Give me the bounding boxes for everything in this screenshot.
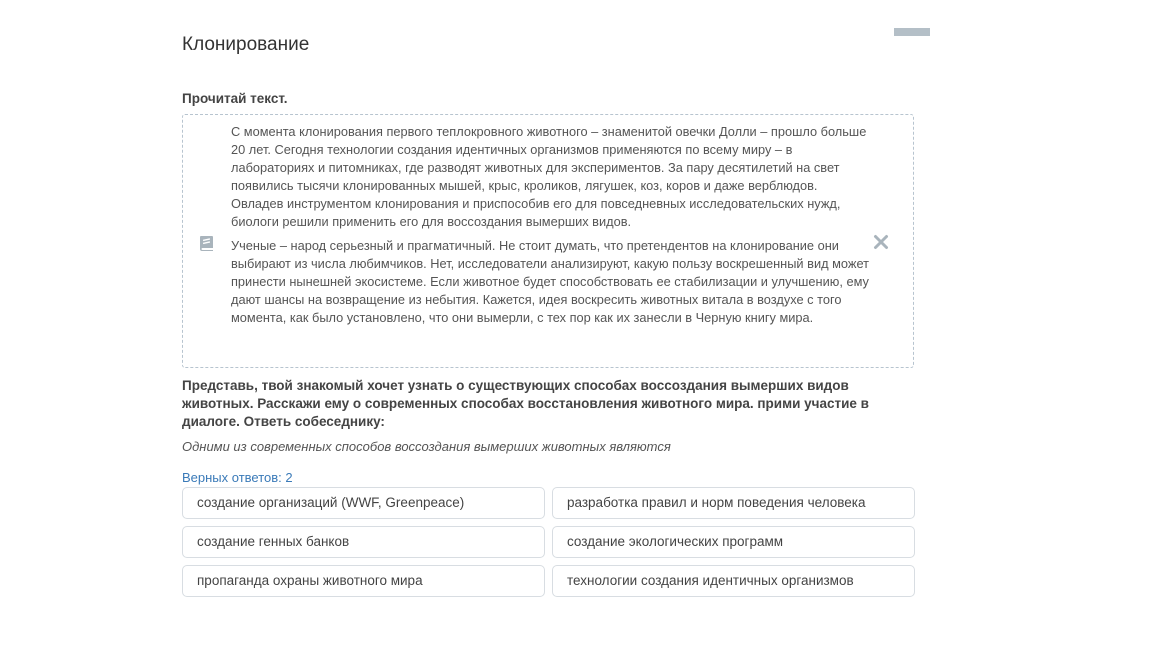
correct-answers-count: Верных ответов: 2 — [182, 470, 293, 485]
answer-option[interactable]: пропаганда охраны животного мира — [182, 565, 545, 597]
answer-prompt: Одними из современных способов воссоздания вымерших животных являются — [182, 439, 671, 454]
answer-option[interactable]: технологии создания идентичных организмов — [552, 565, 915, 597]
question-text: Представь, твой знакомый хочет узнать о существующих способах воссоздания вымерших видов животных. Расскажи ему о современных способах восстановления животного мира. прими участие в диалоге. Ответь собеседнику: — [182, 378, 869, 429]
corner-tab[interactable] — [894, 28, 930, 36]
reading-paragraph: С момента клонирования первого теплокровного животного – знаменитой овечки Долли – прошло больше 20 лет. Сегодня технологии создания идентичных организмов применяются по всему миру – в лабораториях и питомниках, где разводят животных для экспериментов. За пару десятилетий на свет появились тысячи клонированных мышей, крыс, кроликов, лягушек, коз, коров и даже верблюдов. Овладев инструментом клонирования и приспособив его для повседневных исследовательских нужд, биологи решили применить его для воссоздания вымерших видов. — [231, 124, 867, 229]
answer-option[interactable]: разработка правил и норм поведения человека — [552, 487, 915, 519]
page-title: Клонирование — [182, 34, 310, 55]
reading-text-box — [182, 114, 914, 368]
close-icon[interactable] — [873, 234, 889, 250]
answer-option[interactable]: создание генных банков — [182, 526, 545, 558]
reading-paragraph: Ученые – народ серьезный и прагматичный. Не стоит думать, что претендентов на клонирование они выбирают из числа любимчиков. Нет, исследователи анализируют, какую пользу воскрешенный вид может принести нынешней экосистеме. Если животное будет способствовать ее стабилизации и улучшению, ему дают шансы на возвращение из небытия. Кажется, идея воскресить животных витала в воздухе с того момента, как было установлено, что они вымерли, с тех пор как их занесли в Черную книгу мира. — [231, 238, 869, 325]
instruction: Прочитай текст. — [182, 91, 288, 106]
book-icon — [197, 233, 217, 253]
answer-option[interactable]: создание организаций (WWF, Greenpeace) — [182, 487, 545, 519]
reading-text — [231, 123, 871, 333]
answer-option[interactable]: создание экологических программ — [552, 526, 915, 558]
